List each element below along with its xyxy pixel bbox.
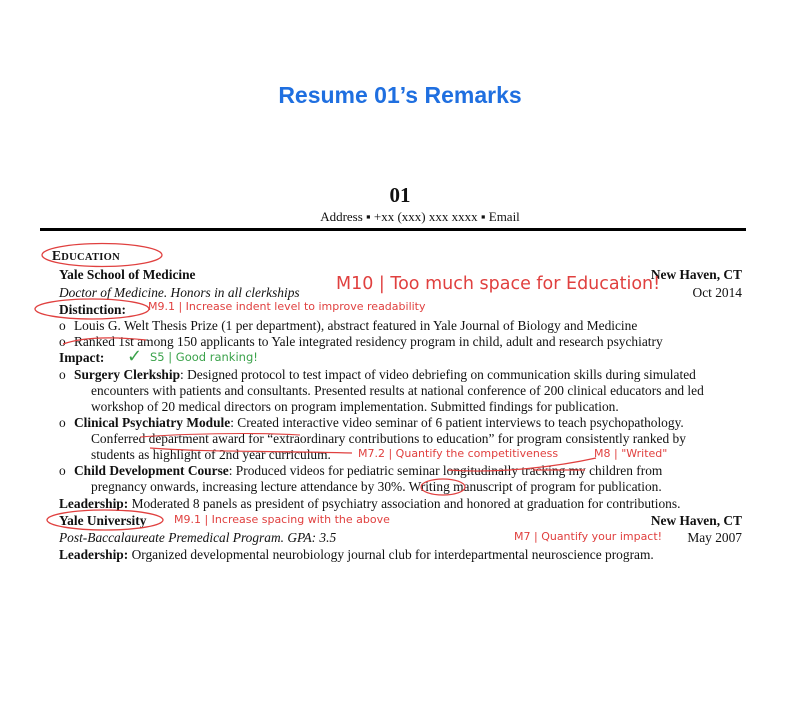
impact-item-line: pregnancy onwards, increasing lecture attendance by 30%. Writing manuscript of program for publication.: [91, 479, 662, 494]
bullet: o: [59, 367, 66, 382]
impact-item-line: students as highlight of 2nd year curriculum.: [91, 447, 331, 462]
school-location: New Haven, CT: [650, 513, 742, 528]
remark-m8: M8 | "Writed": [594, 447, 668, 460]
leadership-label: Leadership:: [59, 547, 129, 562]
impact-label: Impact:: [59, 350, 105, 365]
remark-m7-2: M7.2 | Quantify the competitiveness: [358, 447, 559, 460]
degree-date: Oct 2014: [692, 285, 742, 300]
distinction-item: Ranked 1st among 150 applicants to Yale integrated residency program in child, adult and research psychiatry: [74, 334, 663, 349]
leadership-label: Leadership:: [59, 496, 129, 511]
school-name: Yale School of Medicine: [59, 267, 196, 282]
impact-item-line: workshop of 20 medical directors on program implementation. Submitted findings for publication.: [91, 399, 619, 414]
impact-item-line: Child Development Course: Produced videos for pediatric seminar longitudinally tracking my children from: [74, 463, 663, 478]
distinction-item: Louis G. Welt Thesis Prize (1 per department), abstract featured in Yale Journal of Biology and Medicine: [74, 318, 638, 333]
school-location: New Haven, CT: [650, 267, 742, 282]
impact-title: Clinical Psychiatry Module: [74, 415, 231, 430]
degree-date: May 2007: [687, 530, 742, 545]
remark-m7: M7 | Quantify your impact!: [514, 530, 663, 543]
impact-item-line: Surgery Clerkship: Designed protocol to test impact of video debriefing on communication skills during simulated: [74, 367, 696, 382]
impact-item-line: Conferred department award for “extraordinary contributions to education” for program consistently ranked by: [91, 431, 686, 446]
section-heading-education: EDUCATION: [52, 248, 121, 263]
degree: Doctor of Medicine. Honors in all clerkships: [59, 285, 300, 300]
impact-title: Child Development Course: [74, 463, 229, 478]
distinction-label: Distinction:: [59, 302, 126, 317]
bullet: o: [59, 415, 66, 430]
impact-item-line: encounters with patients and consultants. Presented results at national conference of 200 clinical educators and led: [91, 383, 704, 398]
bullet: o: [59, 318, 66, 333]
header-rule: [40, 228, 746, 231]
contact-line: Address ▪ +xx (xxx) xxx xxxx ▪ Email: [320, 209, 520, 224]
leadership-line: Leadership: Organized developmental neurobiology journal club for interdepartmental neuroscience program.: [59, 547, 654, 562]
resume-name: 01: [389, 183, 411, 207]
impact-item-line: Clinical Psychiatry Module: Created interactive video seminar of 6 patient interviews to teach psychopathology.: [74, 415, 684, 430]
remark-s5: S5 | Good ranking!: [150, 350, 258, 364]
school-name: Yale University: [59, 513, 147, 528]
remark-m10: M10 | Too much space for Education!: [336, 274, 661, 294]
bullet: o: [59, 334, 66, 349]
remark-m9-1-spacing: M9.1 | Increase spacing with the above: [174, 513, 390, 526]
page-title: Resume 01’s Remarks: [278, 82, 522, 108]
leadership-line: Leadership: Moderated 8 panels as president of psychiatry association and honored at graduation for contributions.: [59, 496, 681, 511]
checkmark-icon: ✓: [127, 346, 143, 367]
impact-title: Surgery Clerkship: [74, 367, 181, 382]
remark-m9-1-indent: M9.1 | Increase indent level to improve readability: [148, 300, 426, 313]
bullet: o: [59, 463, 66, 478]
degree: Post-Baccalaureate Premedical Program. GPA: 3.5: [59, 530, 337, 545]
